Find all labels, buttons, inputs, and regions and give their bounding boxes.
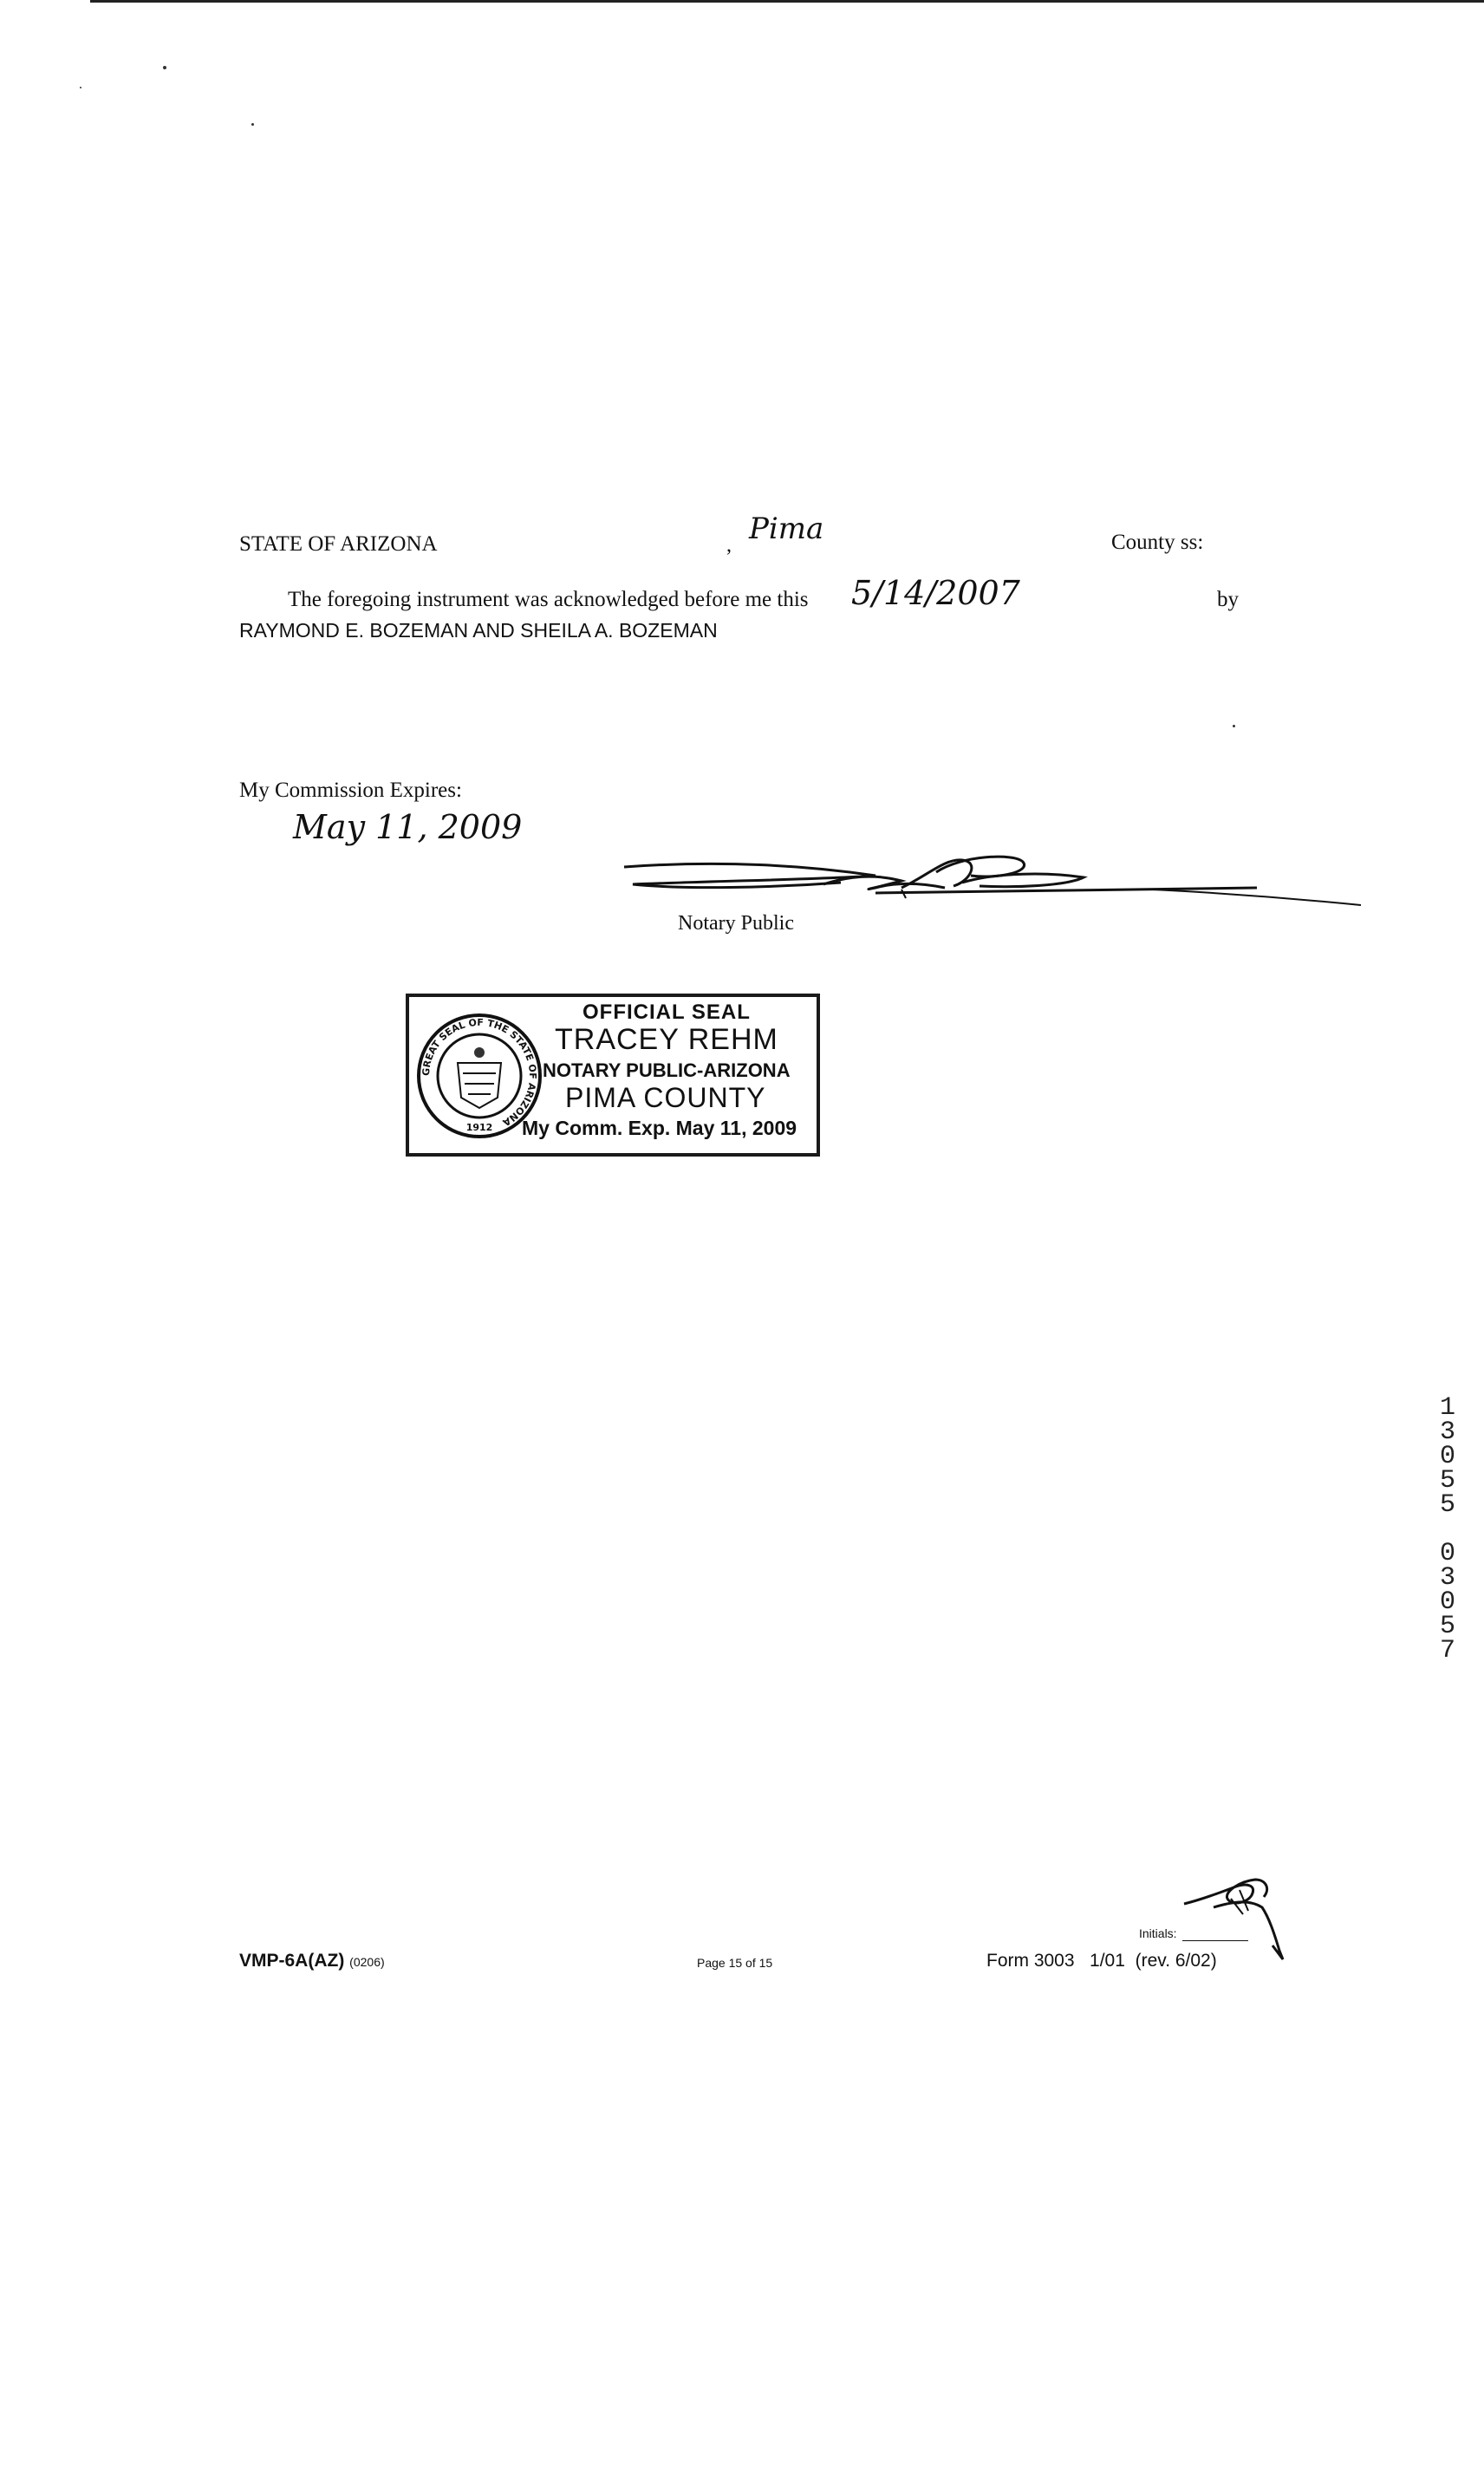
seal-emblem-ring-text: GREAT SEAL OF THE STATE OF ARIZONA [420, 1016, 539, 1129]
acknowledgment-date-handwritten: 5/14/2007 [851, 574, 1020, 612]
county-ss-label: County ss: [1111, 531, 1204, 554]
initials-label: Initials: [1139, 1926, 1177, 1940]
commission-date-handwritten: May 11, 2009 [293, 808, 523, 846]
side-digit: 0 [1439, 1587, 1455, 1617]
seal-line-notary-public-arizona: NOTARY PUBLIC-ARIZONA [543, 1059, 791, 1081]
seal-line-notary-name: TRACEY REHM [555, 1023, 778, 1056]
footer-form-code [239, 1951, 385, 1971]
official-seal-stamp [406, 994, 820, 1157]
footer-form-code-main: VMP-6A(AZ) [239, 1951, 345, 1971]
acknowledgment-sentence: The foregoing instrument was acknowledged before me this [288, 588, 809, 611]
top-border-line [90, 0, 1484, 3]
seal-line-official-seal: OFFICIAL SEAL [583, 1000, 751, 1024]
side-digit: 3 [1439, 1563, 1455, 1593]
side-digit-gap [1430, 1517, 1465, 1541]
notary-public-label: Notary Public [678, 912, 794, 935]
seal-line-county: PIMA COUNTY [565, 1082, 766, 1113]
side-digit: 0 [1439, 1539, 1455, 1568]
seal-line-commission-expiry: My Comm. Exp. May 11, 2009 [522, 1117, 797, 1139]
side-digit: 5 [1439, 1466, 1455, 1496]
side-digit: 0 [1439, 1442, 1455, 1471]
state-label: STATE OF ARIZONA [239, 532, 438, 556]
seal-emblem-year: 1912 [465, 1122, 493, 1133]
scan-speck [1233, 725, 1235, 727]
scan-speck [80, 87, 81, 88]
side-digit: 1 [1439, 1393, 1455, 1423]
side-recording-number [1430, 1393, 1465, 1665]
county-handwritten: Pima [749, 512, 824, 546]
footer-form-code-rev: (0206) [349, 1955, 385, 1969]
scan-speck [163, 66, 166, 69]
county-comma: , [726, 534, 732, 557]
scan-speck [251, 123, 254, 126]
by-label: by [1217, 588, 1239, 611]
footer-page-number: Page 15 of 15 [697, 1956, 773, 1970]
side-digit: 7 [1439, 1636, 1455, 1665]
side-digit: 3 [1439, 1417, 1455, 1447]
side-digit: 5 [1439, 1612, 1455, 1641]
side-digit: 5 [1439, 1490, 1455, 1520]
footer-form-number: Form 3003 1/01 (rev. 6/02) [986, 1951, 1217, 1971]
parties-names: RAYMOND E. BOZEMAN AND SHEILA A. BOZEMAN [239, 619, 718, 642]
commission-label: My Commission Expires: [239, 779, 462, 802]
